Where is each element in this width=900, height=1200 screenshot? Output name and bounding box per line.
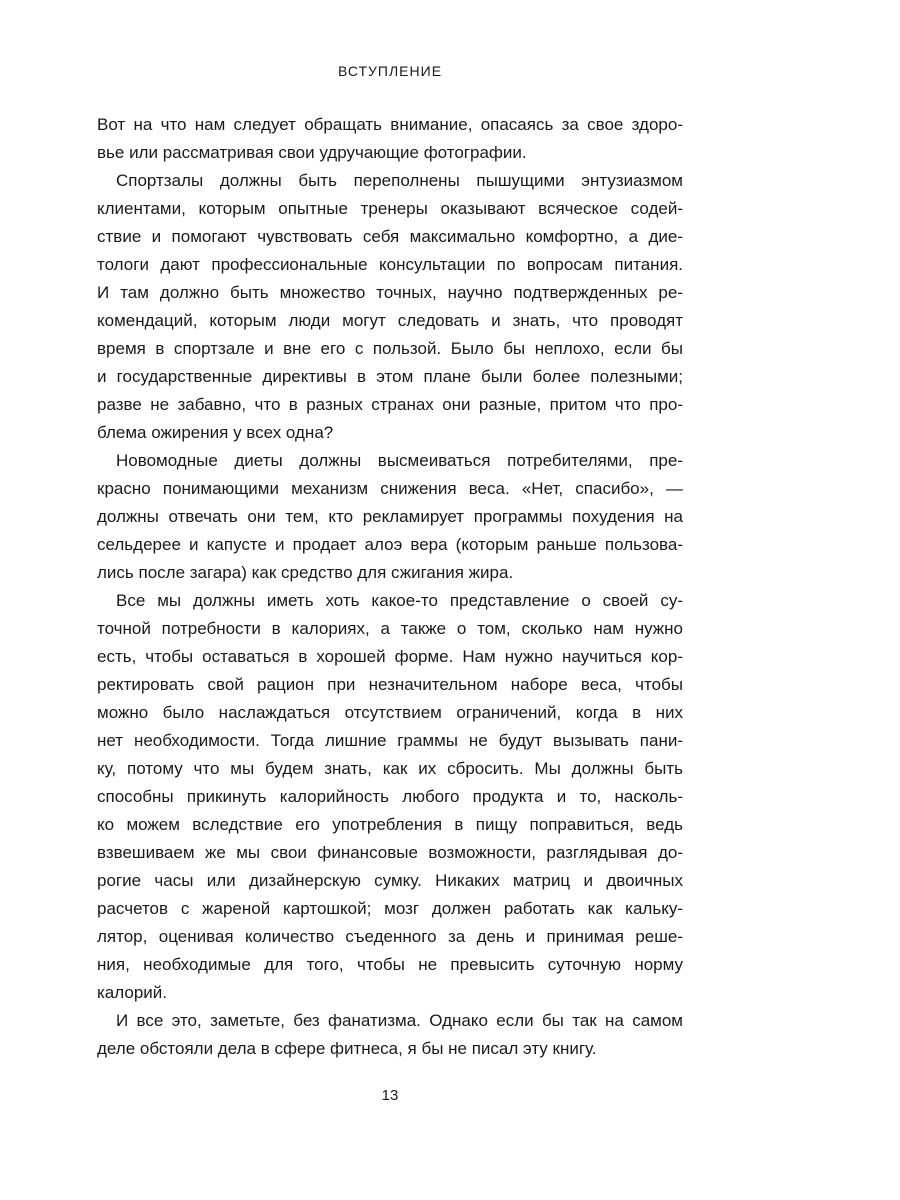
text-line: ко можем вследствие его употребления в пищу поправиться, ведь (97, 815, 683, 834)
text-line: И там должно быть множество точных, научно подтвержденных ре- (97, 283, 683, 302)
text-line: вье или рассматривая свои удручающие фотографии. (97, 143, 527, 162)
text-line: Новомодные диеты должны высмеиваться потребителями, пре- (116, 451, 683, 470)
text-line: можно было наслаждаться отсутствием ограничений, когда в них (97, 703, 683, 722)
text-line: время в спортзале и вне его с пользой. Было бы неплохо, если бы (97, 339, 683, 358)
text-line: комендаций, которым люди могут следовать и знать, что проводят (97, 311, 683, 330)
text-line: ректировать свой рацион при незначительном наборе веса, чтобы (97, 675, 683, 694)
text-line: должны отвечать они тем, кто рекламирует программы похудения на (97, 507, 683, 526)
text-line: Все мы должны иметь хоть какое-то представление о своей су- (116, 591, 683, 610)
text-line: расчетов с жареной картошкой; мозг должен работать как кальку- (97, 899, 683, 918)
text-line: клиентами, которым опытные тренеры оказывают всяческое содей- (97, 199, 683, 218)
text-line: деле обстояли дела в сфере фитнеса, я бы не писал эту книгу. (97, 1039, 597, 1058)
text-line: красно понимающими механизм снижения веса. «Нет, спасибо», — (97, 479, 683, 498)
text-line: разве не забавно, что в разных странах они разные, притом что про- (97, 395, 683, 414)
page-number: 13 (381, 1087, 399, 1104)
text-line: и государственные директивы в этом плане были более полезными; (97, 367, 683, 386)
text-line: калорий. (97, 983, 168, 1002)
text-line: способны прикинуть калорийность любого продукта и то, насколь- (97, 787, 683, 806)
text-line: блема ожирения у всех одна? (97, 423, 334, 442)
text-line: ния, необходимые для того, чтобы не превысить суточную норму (97, 955, 683, 974)
text-line: лись после загара) как средство для сжигания жира. (97, 563, 514, 582)
text-line: Спортзалы должны быть переполнены пышущими энтузиазмом (116, 171, 683, 190)
text-line: есть, чтобы оставаться в хорошей форме. Нам нужно научиться кор- (97, 647, 683, 666)
text-line: лятор, оценивая количество съеденного за день и принимая реше- (97, 927, 683, 946)
text-line: Вот на что нам следует обращать внимание, опасаясь за свое здоро- (97, 115, 683, 134)
text-line: взвешиваем же мы свои финансовые возможности, разглядывая до- (97, 843, 683, 862)
text-line: сельдерее и капусте и продает алоэ вера (которым раньше пользова- (97, 535, 683, 554)
text-line: тологи дают профессиональные консультации по вопросам питания. (97, 255, 683, 274)
text-line: точной потребности в калориях, а также о том, сколько нам нужно (97, 619, 683, 638)
text-line: ствие и помогают чувствовать себя максимально комфортно, а дие- (97, 227, 683, 246)
text-line: И все это, заметьте, без фанатизма. Однако если бы так на самом (116, 1011, 683, 1030)
text-line: рогие часы или дизайнерскую сумку. Никаких матриц и двоичных (97, 871, 683, 890)
running-header: ВСТУПЛЕНИЕ (337, 63, 443, 79)
body-text (97, 111, 683, 1063)
text-line: нет необходимости. Тогда лишние граммы не будут вызывать пани- (97, 731, 683, 750)
text-line: ку, потому что мы будем знать, как их сбросить. Мы должны быть (97, 759, 683, 778)
